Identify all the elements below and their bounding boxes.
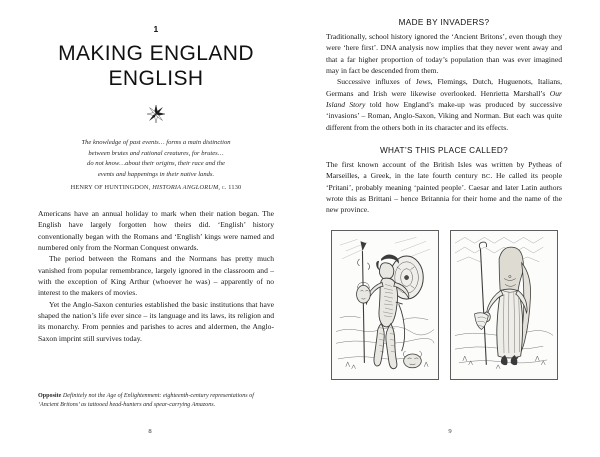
paragraph: Yet the Anglo-Saxon centuries established the basic institutions that have shaped the nation’s life ever since – its language and its laws, its religion and its monarchy. From pennies and parishes to acres and aldermen, the Anglo-Saxon imprint still survives today. xyxy=(38,299,274,343)
figure-caption xyxy=(38,392,274,411)
paragraph xyxy=(326,76,562,133)
paragraph-part: told how England’s make-up was produced by successive ‘invasions’ – Roman, Anglo-Saxon, Viking and Norman. But each was quite different from the others both in its character and its effects. xyxy=(326,100,562,132)
chapter-title-line-1: MAKING ENGLAND xyxy=(58,42,254,65)
page-number-right: 9 xyxy=(448,428,452,435)
section-heading: MADE BY INVADERS? xyxy=(398,18,490,27)
epigraph-work-title: HISTORIA ANGLORUM xyxy=(152,183,219,191)
epigraph-line-1: The knowledge of past events… forms a main distinction xyxy=(81,139,231,147)
section-made-by-invaders xyxy=(326,18,562,133)
section-whats-this-place-called xyxy=(326,146,562,216)
chapter-title-line-2: ENGLISH xyxy=(108,66,204,90)
star-ornament-icon xyxy=(38,104,274,124)
left-page-body xyxy=(38,208,274,344)
section-heading: WHAT’S THIS PLACE CALLED? xyxy=(379,146,509,156)
book-title-italic: Our Island Story xyxy=(326,88,562,110)
epigraph-line-4: events and happenings in their native lands. xyxy=(97,171,215,179)
paragraph: Traditionally, school history ignored the ‘Ancient Britons’, even though they were ‘here first’. DNA analysis now implies that they never went away and that a far higher proportion of today’s population than was ever imagined may in fact be descended from them. xyxy=(326,32,562,76)
page-number-left: 8 xyxy=(148,428,152,435)
paragraph-part: The first known account of the British Isles was written by Pytheas of Marseilles, a Greek, in the late fourth century xyxy=(326,160,562,181)
paragraph-part: . He called its people ‘Pritani’, probably meaning ‘painted people’. Caesar and later Latin authors wrote this as Brittani – hence Britannia for their home and the name of the new province. xyxy=(326,171,562,215)
caption-body: Definitely not the Age of Enlightenment: eighteenth-century representations of ‘Ancient Britons’ as tattooed head-hunters and spear-carrying Amazons. xyxy=(38,392,254,408)
plate-ancient-briton-warrior xyxy=(331,230,439,380)
chapter-number: 1 xyxy=(153,24,159,34)
paragraph: Americans have an annual holiday to mark when their nation began. The English have largely forgotten how theirs did. ‘English’ history conventionally began with the Romans and ‘English’ kings were named and numbered only from the Norman Conquest onwards. xyxy=(38,208,274,252)
epigraph-text xyxy=(52,138,260,181)
era-abbreviation: BC xyxy=(481,173,491,181)
paragraph: The period between the Romans and the Normans has pretty much vanished from popular remembrance, largely ignored in the classroom and – with the exception of King Arthur (whoever he was) – apparently of no interest to the makers of movies. xyxy=(38,254,274,298)
page-right xyxy=(300,0,600,457)
epigraph-date: , c. 1130 xyxy=(218,183,242,191)
epigraph-line-3: do not know…about their origins, their race and the xyxy=(87,160,225,168)
epigraph xyxy=(52,138,260,191)
epigraph-attribution xyxy=(52,184,260,191)
paragraph xyxy=(326,159,562,216)
section-body xyxy=(326,159,562,216)
paragraph-part: Successive influxes of Jews, Flemings, Dutch, Huguenots, Italians, Germans and Irish were likewise overlooked. Henrietta Marshall’s xyxy=(326,77,562,98)
epigraph-author: HENRY OF HUNTINGDON, xyxy=(70,183,153,191)
caption-lead-word: Opposite xyxy=(38,392,62,399)
section-body xyxy=(326,31,562,133)
plate-ancient-briton-woman xyxy=(450,230,558,380)
page-title xyxy=(38,42,274,91)
epigraph-line-2: between brutes and rational creatures, for brutes… xyxy=(88,149,224,157)
illustration-plates xyxy=(326,230,562,380)
